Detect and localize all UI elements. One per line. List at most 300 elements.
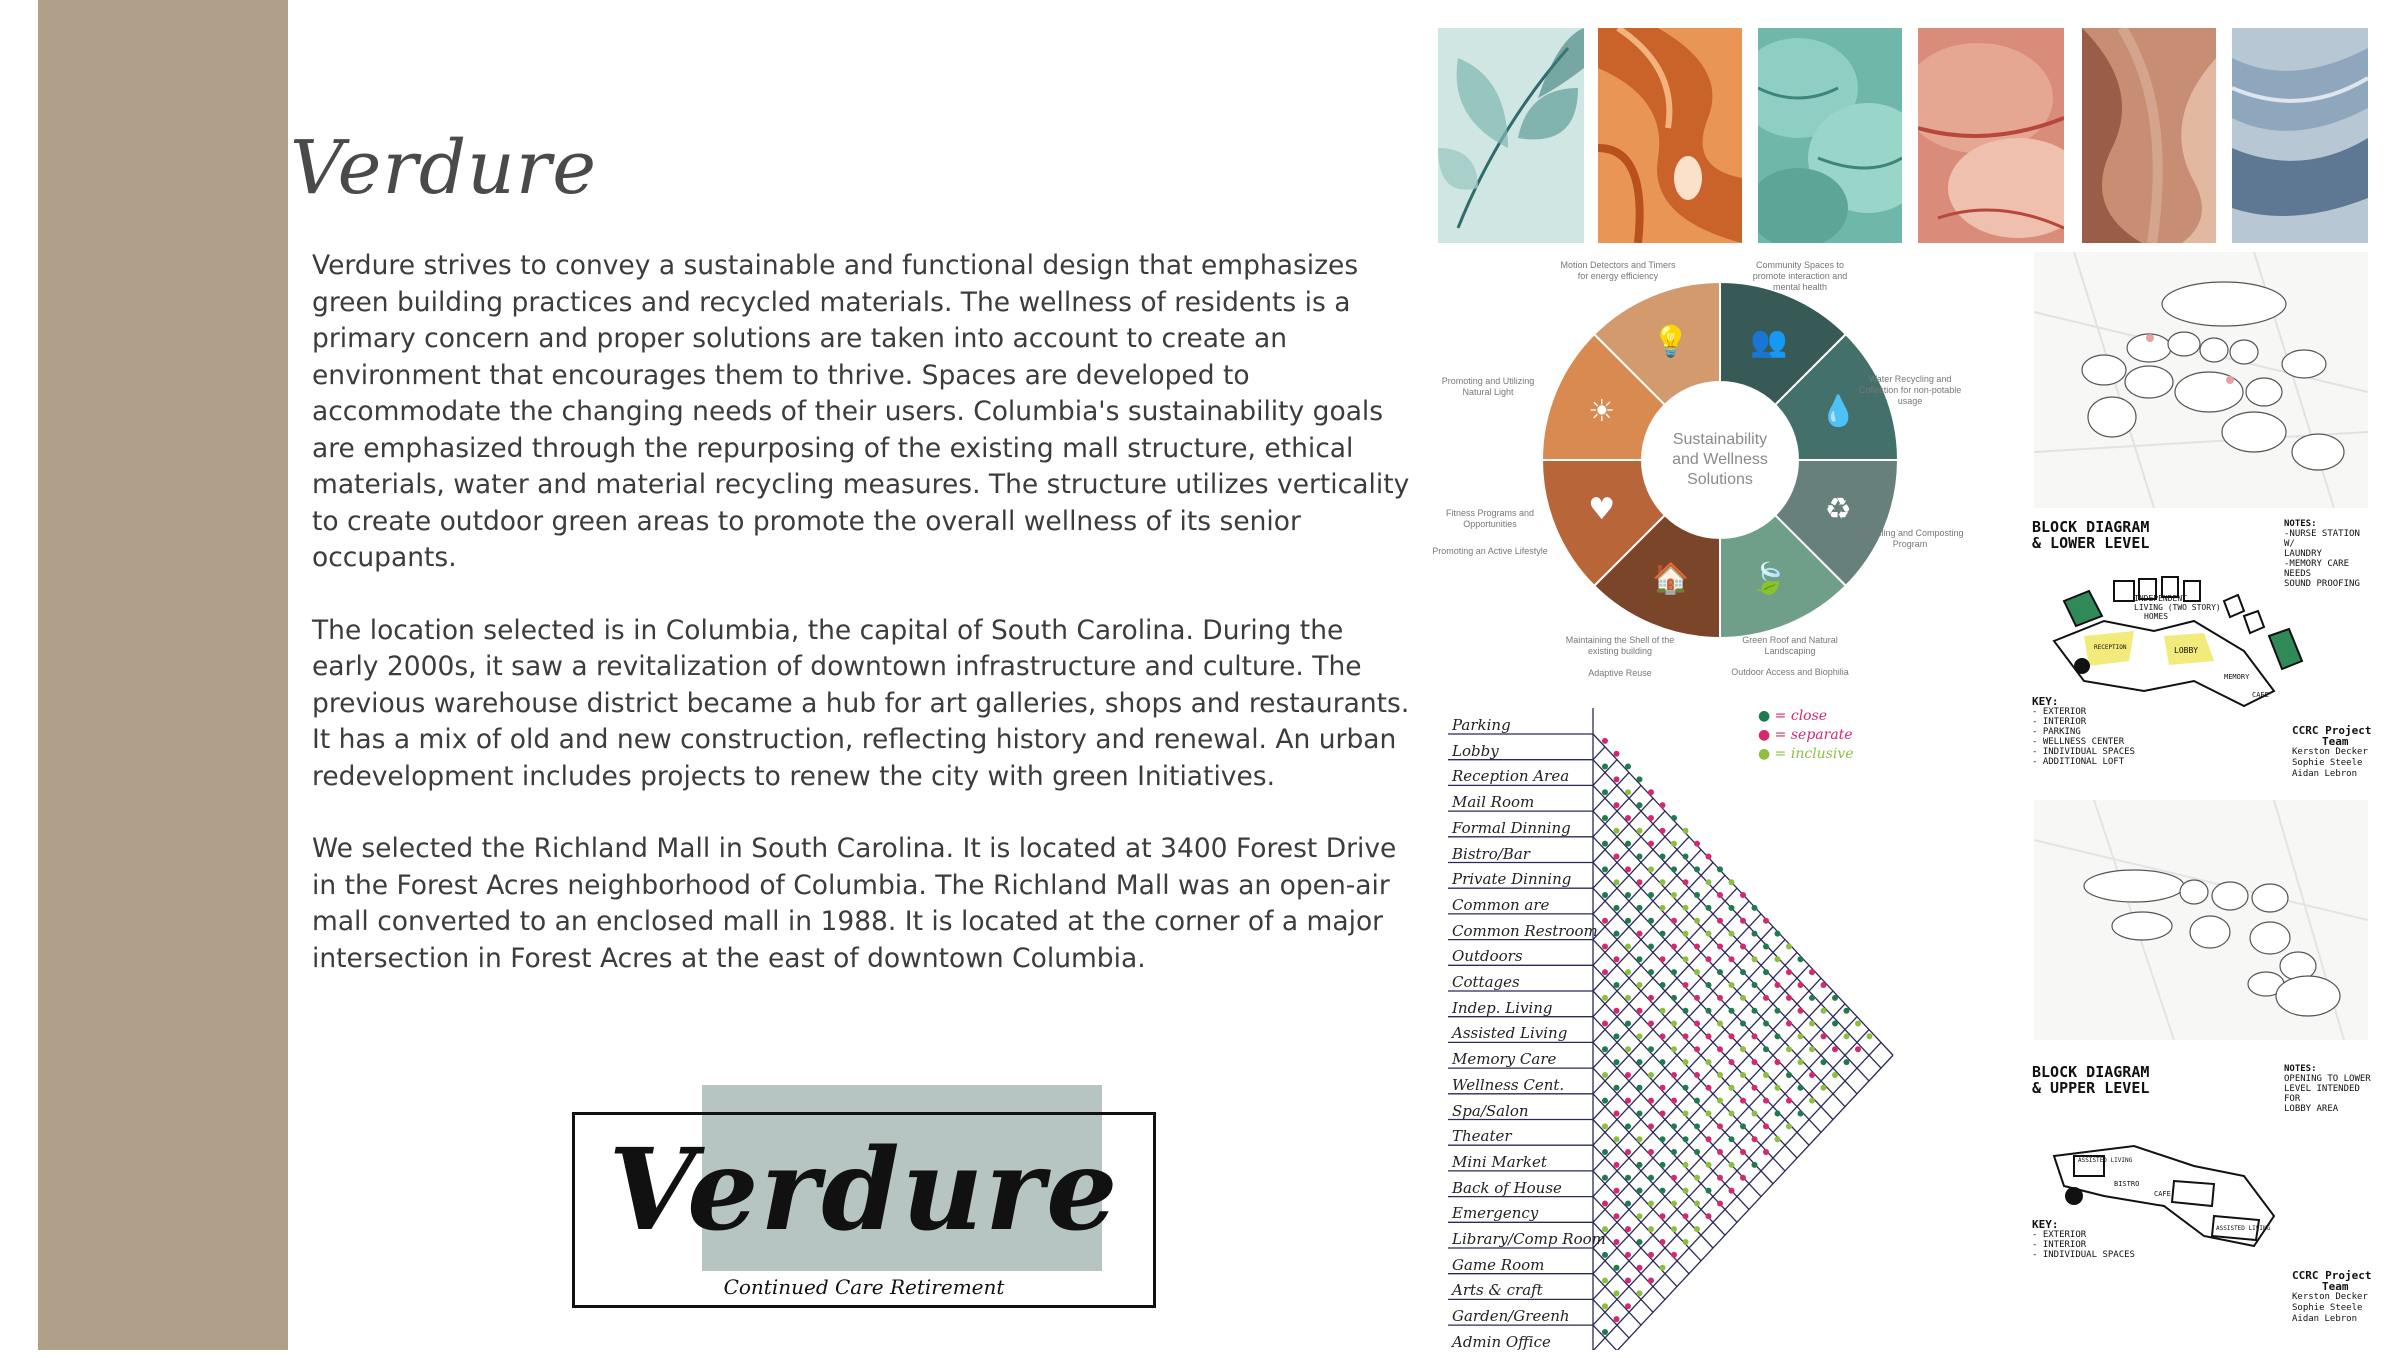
- matrix-dot: [1694, 969, 1700, 975]
- matrix-dot: [1637, 905, 1643, 911]
- matrix-dot: [1752, 982, 1758, 988]
- wheel-label-active: Promoting an Active Lifestyle: [1432, 546, 1548, 556]
- leaf-xray-image: [1438, 28, 1584, 243]
- matrix-row-label: Theater: [1452, 1127, 1512, 1146]
- matrix-dot: [1729, 1188, 1735, 1194]
- matrix-dot: [1637, 1033, 1643, 1039]
- matrix-dot: [1775, 931, 1781, 937]
- matrix-dot: [1763, 918, 1769, 924]
- matrix-dot: [1706, 905, 1712, 911]
- matrix-dot: [1740, 1175, 1746, 1181]
- recycle-icon: ♻: [1824, 491, 1852, 527]
- teal-mushroom-image: [1758, 28, 1902, 243]
- matrix-dot: [1832, 1072, 1838, 1078]
- matrix-dot: [1660, 879, 1666, 885]
- matrix-dot: [1740, 1046, 1746, 1052]
- matrix-dot: [1717, 866, 1723, 872]
- matrix-dot: [1637, 1111, 1643, 1117]
- matrix-dot: [1602, 1303, 1608, 1309]
- matrix-dot: [1660, 1111, 1666, 1117]
- matrix-dot: [1648, 1226, 1654, 1232]
- matrix-dot: [1625, 866, 1631, 872]
- matrix-dot: [1763, 1046, 1769, 1052]
- matrix-dot: [1660, 802, 1666, 808]
- matrix-dot: [1694, 1226, 1700, 1232]
- matrix-dot: [1637, 802, 1643, 808]
- matrix-dot: [1729, 931, 1735, 937]
- matrix-dot: [1648, 918, 1654, 924]
- matrix-dot: [1671, 866, 1677, 872]
- matrix-dot: [1602, 1046, 1608, 1052]
- wheel-label-green-roof: Green Roof and Natural Landscaping: [1742, 635, 1838, 656]
- matrix-dot: [1637, 854, 1643, 860]
- page-title: Verdure: [290, 125, 598, 211]
- legend-close: [1758, 708, 1827, 724]
- wheel-label-outdoor: Outdoor Access and Biophilia: [1731, 667, 1849, 677]
- matrix-dot: [1717, 1175, 1723, 1181]
- matrix-dot: [1648, 1252, 1654, 1258]
- matrix-dot: [1740, 995, 1746, 1001]
- matrix-dot: [1683, 828, 1689, 834]
- bd-upper-label-bistro: BISTRO: [2114, 1180, 2140, 1188]
- matrix-dot: [1671, 918, 1677, 924]
- matrix-dot: [1660, 828, 1666, 834]
- matrix-dot: [1602, 1278, 1608, 1284]
- matrix-dot: [1775, 1085, 1781, 1091]
- matrix-dot: [1694, 841, 1700, 847]
- bd-lower-note-2: LAUNDRY: [2284, 549, 2322, 559]
- bd-lower-label-memory: MEMORY: [2224, 673, 2250, 681]
- matrix-dot: [1683, 1008, 1689, 1014]
- matrix-dot: [1867, 1033, 1873, 1039]
- matrix-dot: [1671, 1098, 1677, 1104]
- matrix-dot: [1648, 1200, 1654, 1206]
- matrix-dot: [1625, 1098, 1631, 1104]
- matrix-dot: [1671, 1226, 1677, 1232]
- matrix-row-label: Emergency: [1452, 1204, 1539, 1223]
- bd-upper-key-1: - EXTERIOR: [2032, 1230, 2087, 1240]
- matrix-dot: [1706, 1008, 1712, 1014]
- matrix-dot: [1671, 1046, 1677, 1052]
- matrix-dot: [1614, 751, 1620, 757]
- matrix-dot: [1660, 1136, 1666, 1142]
- matrix-row-label: Common are: [1452, 895, 1550, 914]
- matrix-dot: [1660, 905, 1666, 911]
- matrix-row-label: Bistro/Bar: [1452, 844, 1530, 863]
- matrix-dot: [1775, 1059, 1781, 1065]
- matrix-dot: [1740, 892, 1746, 898]
- matrix-dot: [1637, 982, 1643, 988]
- matrix-dot: [1809, 995, 1815, 1001]
- matrix-dot: [1694, 1123, 1700, 1129]
- bd-upper-title-2: & UPPER LEVEL: [2032, 1079, 2150, 1097]
- bd-lower-team-2: Kerston Decker: [2292, 747, 2368, 757]
- matrix-dot: [1752, 1008, 1758, 1014]
- matrix-dot: [1671, 1021, 1677, 1027]
- bd-lower-key-0: KEY:: [2032, 695, 2059, 708]
- matrix-dot: [1694, 1072, 1700, 1078]
- matrix-row-label: Assisted Living: [1452, 1024, 1568, 1043]
- matrix-dot: [1683, 1239, 1689, 1245]
- matrix-dot: [1763, 1072, 1769, 1078]
- legend-separate-dot: ●: [1758, 727, 1771, 743]
- matrix-dot: [1625, 969, 1631, 975]
- bd-lower-key-2: - INTERIOR: [2032, 717, 2087, 727]
- matrix-dot: [1694, 995, 1700, 1001]
- matrix-dot: [1602, 969, 1608, 975]
- matrix-dot: [1683, 1085, 1689, 1091]
- matrix-dot: [1683, 1213, 1689, 1219]
- bd-lower-team-1: Team: [2322, 735, 2349, 748]
- matrix-dot: [1694, 918, 1700, 924]
- matrix-dot: [1821, 1085, 1827, 1091]
- matrix-dot: [1614, 1188, 1620, 1194]
- matrix-dot: [1729, 1162, 1735, 1168]
- matrix-dot: [1717, 1046, 1723, 1052]
- matrix-dot: [1648, 892, 1654, 898]
- matrix-dot: [1671, 841, 1677, 847]
- bd-upper-note-3: LOBBY AREA: [2284, 1104, 2339, 1114]
- matrix-dot: [1614, 1213, 1620, 1219]
- legend-inclusive-dot: ●: [1758, 746, 1771, 762]
- bd-lower-key-6: - ADDITIONAL LOFT: [2032, 757, 2125, 767]
- wheel-center-text: [1662, 430, 1778, 490]
- matrix-dot: [1809, 969, 1815, 975]
- matrix-dot: [1648, 1098, 1654, 1104]
- matrix-dot: [1637, 1008, 1643, 1014]
- bd-lower-note-0: NOTES:: [2284, 519, 2317, 529]
- matrix-dot: [1660, 1239, 1666, 1245]
- matrix-dot: [1671, 969, 1677, 975]
- bd-lower-key-3: - PARKING: [2032, 727, 2081, 737]
- bd-upper-team-0: CCRC Project: [2292, 1269, 2372, 1282]
- matrix-row-label: Wellness Cent.: [1452, 1075, 1565, 1094]
- wheel-label-water: Water Recycling and Collection for non-potable usage: [1858, 374, 1962, 406]
- matrix-dot: [1694, 892, 1700, 898]
- logo-wordmark: Verdure: [608, 1125, 1120, 1256]
- matrix-dot: [1602, 1252, 1608, 1258]
- matrix-dot: [1683, 1162, 1689, 1168]
- bd-upper-team-3: Sophie Steele: [2292, 1303, 2363, 1313]
- bd-upper-key-2: - INTERIOR: [2032, 1240, 2087, 1250]
- matrix-row-label: Memory Care: [1452, 1050, 1557, 1069]
- matrix-dot: [1637, 1162, 1643, 1168]
- matrix-dot: [1752, 1111, 1758, 1117]
- matrix-dot: [1614, 1316, 1620, 1322]
- matrix-dot: [1763, 995, 1769, 1001]
- wheel-label-shell: Maintaining the Shell of the existing building: [1565, 635, 1675, 656]
- matrix-dot: [1821, 1033, 1827, 1039]
- bd-upper-label-assisted-2: ASSISTED LIVING: [2216, 1225, 2271, 1232]
- matrix-dot: [1706, 956, 1712, 962]
- wheel-center-line-1: Sustainability: [1672, 431, 1768, 448]
- block-diagram-lower: [2024, 515, 2374, 785]
- matrix-dot: [1821, 1059, 1827, 1065]
- matrix-dot: [1844, 1033, 1850, 1039]
- matrix-dot: [1602, 918, 1608, 924]
- matrix-dot: [1763, 969, 1769, 975]
- matrix-dot: [1671, 1252, 1677, 1258]
- orange-flow-image: [1598, 28, 1742, 243]
- matrix-dot: [1614, 1162, 1620, 1168]
- matrix-dot: [1660, 1059, 1666, 1065]
- matrix-dot: [1683, 1188, 1689, 1194]
- bd-upper-note-2: LEVEL INTENDED FOR: [2284, 1084, 2360, 1104]
- matrix-dot: [1683, 1033, 1689, 1039]
- matrix-dot: [1648, 1021, 1654, 1027]
- bd-lower-title-1: BLOCK DIAGRAM: [2032, 518, 2150, 536]
- matrix-dot: [1614, 1111, 1620, 1117]
- matrix-dot: [1775, 1111, 1781, 1117]
- matrix-dot: [1729, 1136, 1735, 1142]
- matrix-dot: [1637, 956, 1643, 962]
- matrix-dot: [1660, 1008, 1666, 1014]
- matrix-dot: [1602, 1175, 1608, 1181]
- matrix-dot: [1602, 943, 1608, 949]
- matrix-dot: [1740, 918, 1746, 924]
- matrix-dot: [1602, 764, 1608, 770]
- matrix-dot: [1602, 1149, 1608, 1155]
- matrix-dot: [1717, 1072, 1723, 1078]
- matrix-dot: [1844, 1008, 1850, 1014]
- matrix-dot: [1637, 1265, 1643, 1271]
- matrix-dot: [1671, 1149, 1677, 1155]
- matrix-dot: [1729, 956, 1735, 962]
- matrix-dot: [1637, 1213, 1643, 1219]
- bd-lower-title-2: & LOWER LEVEL: [2032, 534, 2150, 552]
- matrix-dot: [1602, 1021, 1608, 1027]
- matrix-dot: [1694, 1175, 1700, 1181]
- sustainability-wheel: [1432, 250, 2000, 680]
- matrix-dot: [1717, 1200, 1723, 1206]
- matrix-dot: [1625, 789, 1631, 795]
- matrix-dot: [1752, 1162, 1758, 1168]
- matrix-dot: [1683, 931, 1689, 937]
- matrix-dot: [1775, 1033, 1781, 1039]
- matrix-dot: [1637, 828, 1643, 834]
- matrix-dot: [1740, 1021, 1746, 1027]
- wheel-center-line-3: Solutions: [1687, 471, 1753, 488]
- matrix-dot: [1786, 1046, 1792, 1052]
- bd-lower-label-homes: HOMES: [2144, 612, 2169, 621]
- matrix-dot: [1614, 1008, 1620, 1014]
- logo-subtitle: Continued Care Retirement: [723, 1275, 1005, 1299]
- matrix-row-label: Reception Area: [1452, 767, 1570, 786]
- matrix-dot: [1637, 1136, 1643, 1142]
- legend-inclusive-text: = inclusive: [1774, 746, 1854, 762]
- matrix-row-label: Private Dinning: [1452, 870, 1572, 889]
- matrix-dot: [1706, 1188, 1712, 1194]
- bd-lower-key: [2032, 697, 2135, 767]
- matrix-dot: [1614, 854, 1620, 860]
- matrix-dot: [1660, 1188, 1666, 1194]
- matrix-dot: [1752, 1136, 1758, 1142]
- matrix-dot: [1671, 1072, 1677, 1078]
- matrix-dot: [1625, 1226, 1631, 1232]
- matrix-dot: [1729, 1111, 1735, 1117]
- matrix-dot: [1625, 841, 1631, 847]
- matrix-dot: [1625, 1149, 1631, 1155]
- matrix-dot: [1763, 1021, 1769, 1027]
- legend-separate: [1758, 727, 1853, 743]
- matrix-dot: [1602, 841, 1608, 847]
- matrix-row-label: Arts & craft: [1452, 1281, 1543, 1300]
- matrix-dot: [1694, 1021, 1700, 1027]
- matrix-dot: [1706, 1059, 1712, 1065]
- matrix-dot: [1821, 1008, 1827, 1014]
- matrix-dot: [1625, 1072, 1631, 1078]
- matrix-dot: [1660, 931, 1666, 937]
- matrix-dot: [1740, 1149, 1746, 1155]
- legend-close-dot: ●: [1758, 708, 1771, 724]
- matrix-dot: [1660, 1265, 1666, 1271]
- matrix-dot: [1683, 905, 1689, 911]
- matrix-dot: [1694, 866, 1700, 872]
- matrix-dot: [1602, 995, 1608, 1001]
- matrix-dot: [1625, 995, 1631, 1001]
- matrix-row-label: Indep. Living: [1452, 998, 1553, 1017]
- blue-wave-image: [2232, 28, 2368, 243]
- matrix-dot: [1717, 1149, 1723, 1155]
- matrix-dot: [1786, 995, 1792, 1001]
- matrix-dot: [1752, 905, 1758, 911]
- matrix-dot: [1706, 1085, 1712, 1091]
- matrix-dot: [1625, 892, 1631, 898]
- matrix-dot: [1740, 969, 1746, 975]
- matrix-dot: [1614, 802, 1620, 808]
- matrix-dot: [1683, 1059, 1689, 1065]
- legend-close-text: = close: [1774, 708, 1828, 724]
- matrix-dot: [1717, 1021, 1723, 1027]
- matrix-dot: [1844, 1059, 1850, 1065]
- matrix-dot: [1637, 1059, 1643, 1065]
- matrix-dot: [1809, 1021, 1815, 1027]
- matrix-dot: [1602, 1200, 1608, 1206]
- bd-lower-note-4: SOUND PROOFING: [2284, 579, 2360, 589]
- matrix-dot: [1614, 776, 1620, 782]
- matrix-dot: [1683, 982, 1689, 988]
- matrix-dot: [1717, 1123, 1723, 1129]
- matrix-dot: [1602, 789, 1608, 795]
- matrix-dot: [1671, 1175, 1677, 1181]
- matrix-dot: [1752, 956, 1758, 962]
- matrix-dot: [1786, 1123, 1792, 1129]
- matrix-dot: [1786, 1021, 1792, 1027]
- matrix-dot: [1786, 1072, 1792, 1078]
- matrix-dot: [1648, 1149, 1654, 1155]
- matrix-dot: [1602, 815, 1608, 821]
- bd-lower-note-3: -MEMORY CARE NEEDS: [2284, 559, 2350, 579]
- matrix-dot: [1694, 1200, 1700, 1206]
- matrix-dot: [1614, 828, 1620, 834]
- matrix-dot: [1740, 1072, 1746, 1078]
- matrix-dot: [1798, 1033, 1804, 1039]
- matrix-dot: [1832, 995, 1838, 1001]
- bd-lower-label-lobby: LOBBY: [2174, 646, 2199, 655]
- bd-lower-title: [2032, 519, 2149, 551]
- matrix-dot: [1729, 905, 1735, 911]
- matrix-dot: [1729, 1085, 1735, 1091]
- matrix-dot: [1786, 969, 1792, 975]
- bd-lower-key-5: - INDIVIDUAL SPACES: [2032, 747, 2135, 757]
- matrix-dot: [1637, 1085, 1643, 1091]
- matrix-dot: [1706, 1162, 1712, 1168]
- bd-upper-note-1: OPENING TO LOWER: [2284, 1074, 2371, 1084]
- adjacency-matrix: [1448, 708, 1913, 1358]
- bd-lower-team-4: Aidan Lebron: [2292, 769, 2358, 779]
- wheel-label-adaptive: Adaptive Reuse: [1588, 668, 1652, 678]
- bd-lower-label-reception: RECEPTION: [2094, 644, 2127, 651]
- matrix-dot: [1614, 1136, 1620, 1142]
- bubble-diagram-upper: [2034, 800, 2368, 1040]
- matrix-dot: [1648, 789, 1654, 795]
- bd-upper-title-1: BLOCK DIAGRAM: [2032, 1063, 2150, 1081]
- matrix-dot: [1706, 982, 1712, 988]
- matrix-dot: [1660, 1162, 1666, 1168]
- matrix-dot: [1694, 1098, 1700, 1104]
- matrix-dot: [1648, 995, 1654, 1001]
- matrix-dot: [1775, 982, 1781, 988]
- matrix-dot: [1614, 956, 1620, 962]
- matrix-row-label: Outdoors: [1452, 947, 1523, 966]
- matrix-dot: [1717, 892, 1723, 898]
- matrix-dot: [1614, 1033, 1620, 1039]
- matrix-dot: [1775, 1136, 1781, 1142]
- matrix-dot: [1637, 1188, 1643, 1194]
- people-icon: 👥: [1750, 324, 1788, 360]
- bd-upper-notes: [2284, 1064, 2374, 1114]
- matrix-row-label: Back of House: [1452, 1178, 1562, 1197]
- matrix-dot: [1855, 1046, 1861, 1052]
- matrix-dot: [1740, 943, 1746, 949]
- matrix-dot: [1625, 1303, 1631, 1309]
- matrix-dot: [1614, 1059, 1620, 1065]
- matrix-dot: [1660, 1033, 1666, 1039]
- matrix-dot: [1832, 1021, 1838, 1027]
- verdure-logo: [572, 1085, 1160, 1310]
- matrix-dot: [1821, 982, 1827, 988]
- matrix-dot: [1752, 931, 1758, 937]
- matrix-row-label: Formal Dinning: [1452, 818, 1571, 837]
- paragraph-location: The location selected is in Columbia, the capital of South Carolina. During the early 2000s, it saw a revitalization of downtown infrastructure and culture. The previous warehouse district became a hub for art galleries, shops and restaurants. It has a mix of old and new construction, reflecting history and renewal. An urban redevelopment includes projects to renew the city with green Initiatives.: [312, 614, 1410, 792]
- matrix-dot: [1740, 1098, 1746, 1104]
- paragraph-site: We selected the Richland Mall in South Carolina. It is located at 3400 Forest Drive in the Forest Acres neighborhood of Columbia. The Richland Mall was an open-air mall converted to an enclosed mall in 1988. It is located at the corner of a major intersection in Forest Acres at the east of downtown Columbia.: [312, 833, 1397, 974]
- matrix-dot: [1706, 879, 1712, 885]
- clay-fabric-image: [2082, 28, 2216, 243]
- legend-inclusive: [1758, 746, 1854, 762]
- matrix-dot: [1706, 931, 1712, 937]
- wheel-label-natural-light: Promoting and Utilizing Natural Light: [1441, 376, 1535, 397]
- matrix-row-label: Mini Market: [1452, 1152, 1547, 1171]
- matrix-dot: [1798, 1085, 1804, 1091]
- matrix-dot: [1660, 1085, 1666, 1091]
- wheel-label-motion: Motion Detectors and Timers for energy efficiency: [1560, 260, 1676, 281]
- matrix-dot: [1614, 879, 1620, 885]
- matrix-dot: [1614, 1290, 1620, 1296]
- bd-upper-key-0: KEY:: [2032, 1218, 2059, 1231]
- bd-upper-team: [2292, 1270, 2371, 1325]
- matrix-dot: [1717, 995, 1723, 1001]
- matrix-dot: [1625, 1046, 1631, 1052]
- bd-lower-label-cafe: CAFE: [2252, 691, 2269, 699]
- matrix-dot: [1614, 1085, 1620, 1091]
- bd-lower-team-3: Sophie Steele: [2292, 758, 2363, 768]
- bd-upper-team-1: Team: [2322, 1280, 2349, 1293]
- matrix-dot: [1602, 1098, 1608, 1104]
- matrix-row-label: Garden/Greenh: [1452, 1307, 1570, 1326]
- matrix-dot: [1706, 1111, 1712, 1117]
- leaf-icon: 🍃: [1750, 561, 1788, 597]
